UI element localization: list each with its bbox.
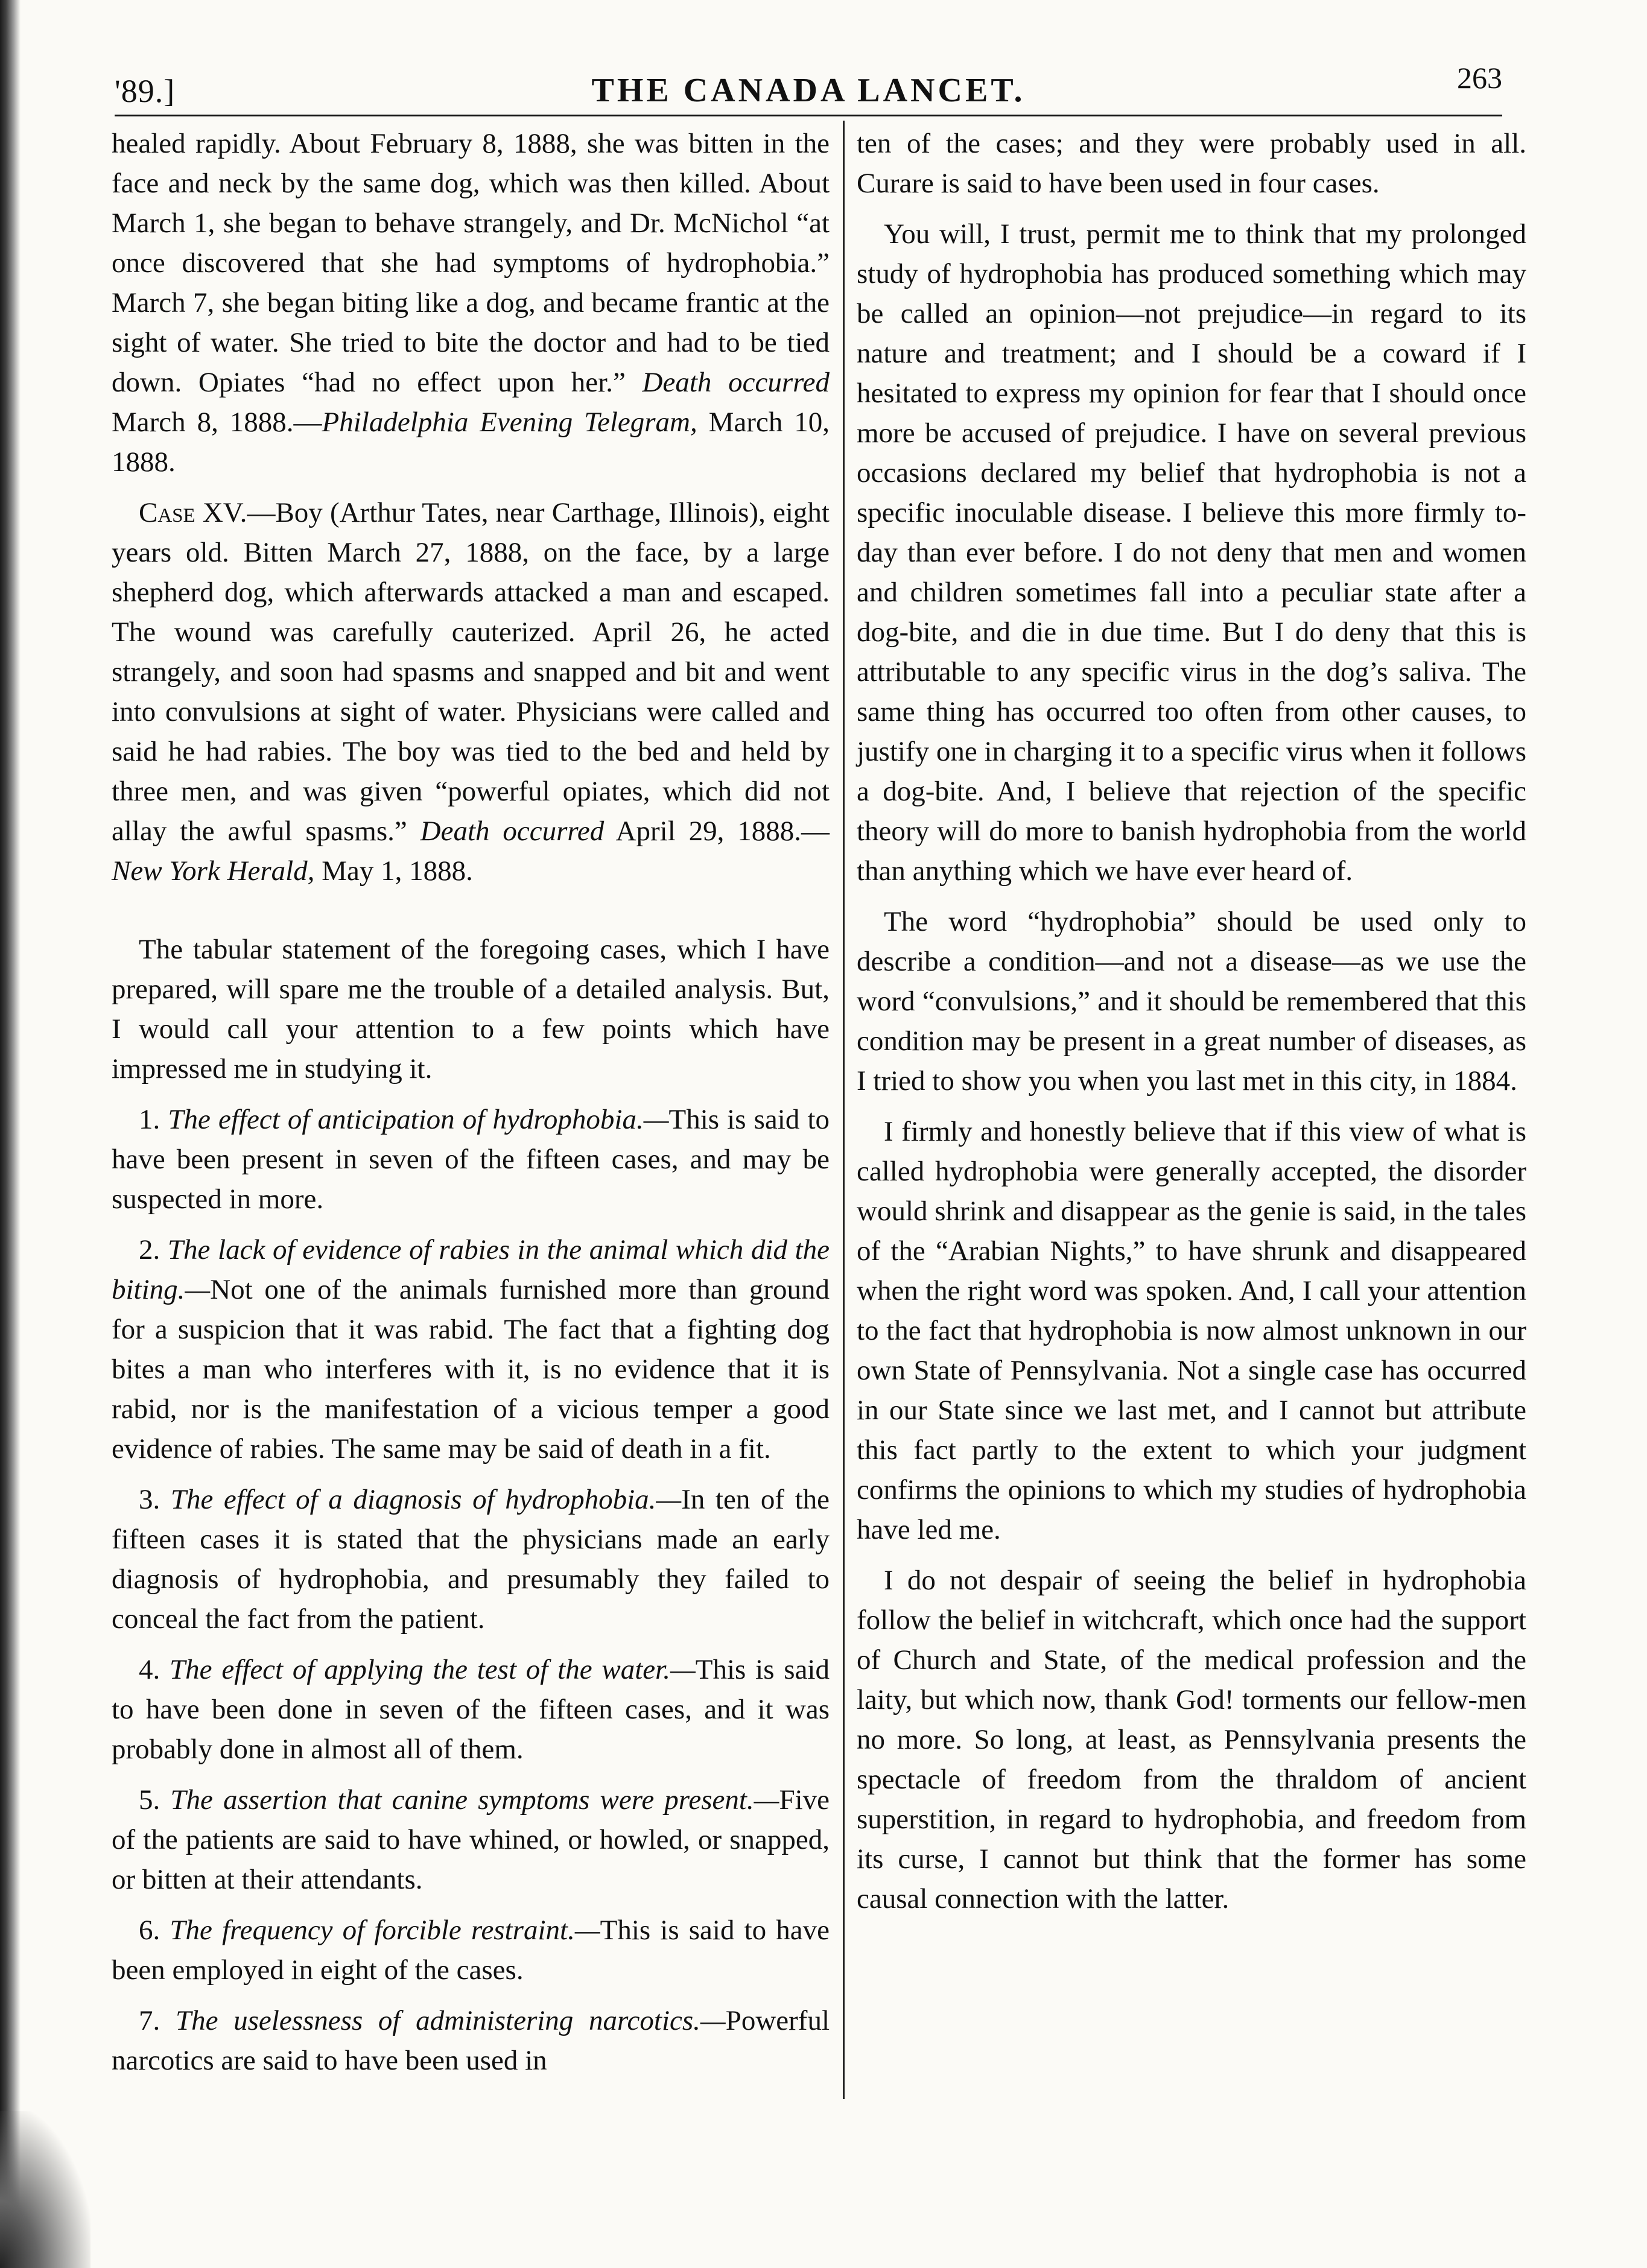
point-item: 5. The assertion that canine symptoms were present.—Five of the patients are said to have whined, or howled, or snapped, or bitten at their attendants. xyxy=(112,1784,830,1895)
point-item: 2. The lack of evidence of rabies in the animal which did the biting.—Not one of the animals furnished more than ground for a suspicion that it was rabid. The fact that a fighting dog bites a man who interferes with it, is no evidence that it is rabid, nor is the manifestation of a vicious temper a good evidence of rabies. The same may be said of death in a fit. xyxy=(112,1234,830,1465)
conclusion-paragraph: I do not despair of seeing the belief in hydrophobia follow the belief in witchcraft, which once had the support of Church and State, of the medical profession and the laity, but which now, thank God! torments our fellow-men no more. So long, at least, as Pennsylvania presents the spectacle of freedom from the thraldom of ancient superstition, in regard to hydrophobia, and freedom from its curse, I cannot but think that the former has some causal connection with the latter. xyxy=(857,1565,1526,1915)
running-header xyxy=(115,60,1502,116)
definition-paragraph: The word “hydrophobia” should be used only to describe a condition—and not a disease—as we use the word “convulsions,” and it should be remembered that this condition may be present in a great number of diseases, as I tried to show you when you last met in this city, in 1884. xyxy=(857,906,1526,1097)
case-15-paragraph: Case XV.—Boy (Arthur Tates, near Carthage, Illinois), eight years old. Bitten March 27, 1888, on the face, by a large shepherd dog, which afterwards attacked a man and escaped. The wound was carefully cauterized. April 26, he acted strangely, and soon had spasms and snapped and bit and went into convulsions at sight of water. Physicians were called and said he had rabies. The boy was tied to the bed and held by three men, and was given “powerful opiates, which did not allay the awful spasms.” Death occurred April 29, 1888.—New York Herald, May 1, 1888. xyxy=(112,497,830,887)
belief-paragraph: I firmly and honestly believe that if this view of what is called hydrophobia were generally accepted, the disorder would shrink and disappear as the genie is said, in the tales of the “Arabian Nights,” to have shrunk and disappeared when the right word was spoken. And, I call your attention to the fact that hydrophobia is now almost unknown in our own State of Pennsylvania. Not a single case has occurred in our State since we last met, and I cannot but attribute this fact partly to the extent to which your judgment confirms the opinions to which my studies of hydrophobia have led me. xyxy=(857,1116,1526,1545)
right-column xyxy=(857,124,1526,1930)
left-column xyxy=(112,124,830,2091)
journal-title: THE CANADA LANCET. xyxy=(591,72,1026,109)
case-15-label: Case XV. xyxy=(139,497,247,528)
point-item: 4. The effect of applying the test of the water.—This is said to have been done in seven of the fifteen cases, and it was probably done in almost all of them. xyxy=(112,1654,830,1765)
case-continuation-paragraph: healed rapidly. About February 8, 1888, she was bitten in the face and neck by the same dog, which was then killed. About March 1, she began to behave strangely, and Dr. McNichol “at once discovered that she had symptoms of hydrophobia.” March 7, she began biting like a dog, and became frantic at the sight of water. She tried to bite the doctor and had to be tied down. Opiates “had no effect upon her.” Death occurred March 8, 1888.—Philadelphia Evening Telegram, March 10, 1888. xyxy=(112,128,830,478)
opinion-paragraph: You will, I trust, permit me to think that my prolonged study of hydrophobia has produced something which may be called an opinion—not prejudice—in regard to its nature and treatment; and I should be a coward if I hesitated to express my opinion for fear that I should once more be accused of prejudice. I have on several previous occasions declared my belief that hydrophobia is not a specific inoculable disease. I believe this more firmly to-day than ever before. I do not deny that men and women and children sometimes fall into a peculiar state after a dog-bite, and die in due time. But I do deny that this is attributable to any specific virus in the dog’s saliva. The same thing has occurred too often from other causes, to justify one in charging it to a specific virus when it follows a dog-bite. And, I believe that rejection of the specific theory will do more to banish hydrophobia from the world than anything which we have ever heard of. xyxy=(857,218,1526,887)
header-year: '89.] xyxy=(115,73,176,109)
point-item: 1. The effect of anticipation of hydrophobia.—This is said to have been present in seven of the fifteen cases, and may be suspected in more. xyxy=(112,1104,830,1215)
page-number: 263 xyxy=(1457,61,1502,95)
point-item: 7. The uselessness of administering narcotics.—Powerful narcotics are said to have been used in xyxy=(112,2005,830,2076)
column-divider xyxy=(843,121,845,2099)
tabular-statement-paragraph: The tabular statement of the foregoing cases, which I have prepared, will spare me the trouble of a detailed analysis. But, I would call your attention to a few points which have impressed me in studying it. xyxy=(112,934,830,1085)
scan-shadow-left xyxy=(0,0,21,2268)
continuation-paragraph: ten of the cases; and they were probably used in all. Curare is said to have been used in four cases. xyxy=(857,128,1526,199)
scan-shadow-bottom xyxy=(0,2111,90,2268)
point-item: 3. The effect of a diagnosis of hydrophobia.—In ten of the fifteen cases it is stated that the physicians made an early diagnosis of hydrophobia, and presumably they failed to conceal the fact from the patient. xyxy=(112,1484,830,1635)
point-item: 6. The frequency of forcible restraint.—This is said to have been employed in eight of the cases. xyxy=(112,1915,830,1986)
